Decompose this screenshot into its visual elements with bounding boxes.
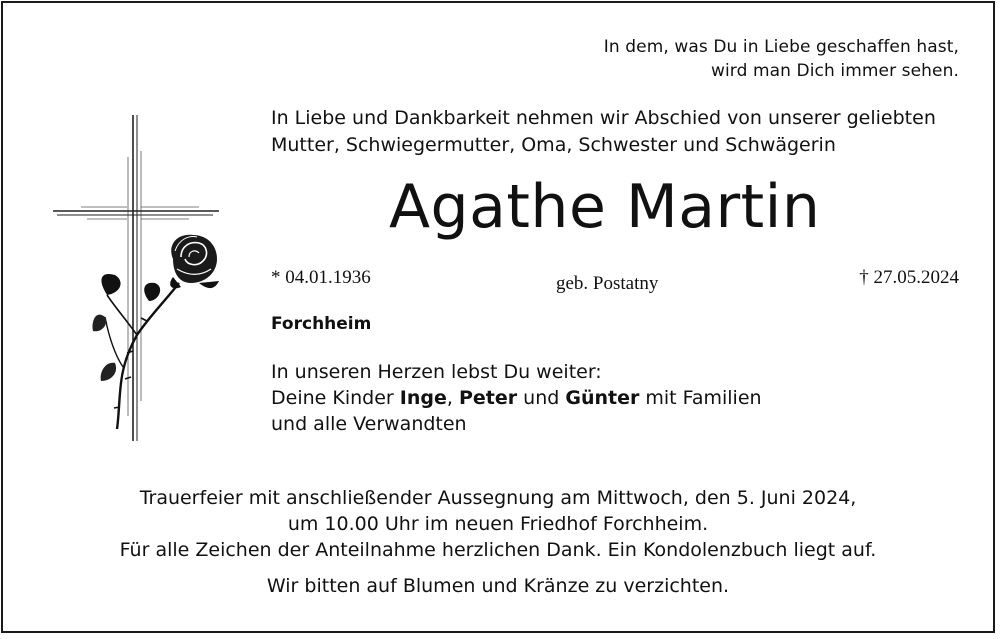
life-dates xyxy=(271,267,959,301)
mourners-line-3: und alle Verwandten xyxy=(271,413,467,435)
obituary-card xyxy=(1,1,995,633)
funeral-line-4: Wir bitten auf Blumen und Kränze zu verzichten. xyxy=(266,575,730,597)
child-name: Inge xyxy=(399,387,447,409)
mourners-suffix: mit Familien xyxy=(639,387,762,409)
deceased-name: Agathe Martin xyxy=(389,172,821,242)
birth-date: * 04.01.1936 xyxy=(271,267,371,288)
mourners xyxy=(271,359,762,437)
death-date: † 27.05.2024 xyxy=(859,267,959,288)
funeral-line-2: um 10.00 Uhr im neuen Friedhof Forchheim. xyxy=(287,513,709,535)
funeral-notice xyxy=(3,485,993,599)
maiden-name: geb. Postatny xyxy=(556,273,659,294)
intro-line-2: Mutter, Schwiegermutter, Oma, Schwester und Schwägerin xyxy=(271,134,836,156)
child-name: Günter xyxy=(565,387,640,409)
separator: , xyxy=(446,387,459,409)
cross-with-rose-icon xyxy=(49,111,229,443)
quote xyxy=(604,35,959,83)
rose-bloom xyxy=(170,235,219,288)
residence-place: Forchheim xyxy=(271,314,372,334)
child-name: Peter xyxy=(458,387,518,409)
funeral-line-3: Für alle Zeichen der Anteilnahme herzlichen Dank. Ein Kondolenzbuch liegt auf. xyxy=(119,539,877,561)
quote-line-1: In dem, was Du in Liebe geschaffen hast, xyxy=(603,37,959,57)
mourners-line-1: In unseren Herzen lebst Du weiter: xyxy=(271,361,602,383)
quote-line-2: wird man Dich immer sehen. xyxy=(710,61,959,81)
mourners-line-2 xyxy=(271,385,762,411)
intro-text xyxy=(271,105,936,159)
mourners-prefix: Deine Kinder xyxy=(271,387,400,409)
separator: und xyxy=(517,387,566,409)
funeral-line-1: Trauerfeier mit anschließender Aussegnung am Mittwoch, den 5. Juni 2024, xyxy=(139,487,857,509)
intro-line-1: In Liebe und Dankbarkeit nehmen wir Abschied von unserer geliebten xyxy=(271,107,936,129)
